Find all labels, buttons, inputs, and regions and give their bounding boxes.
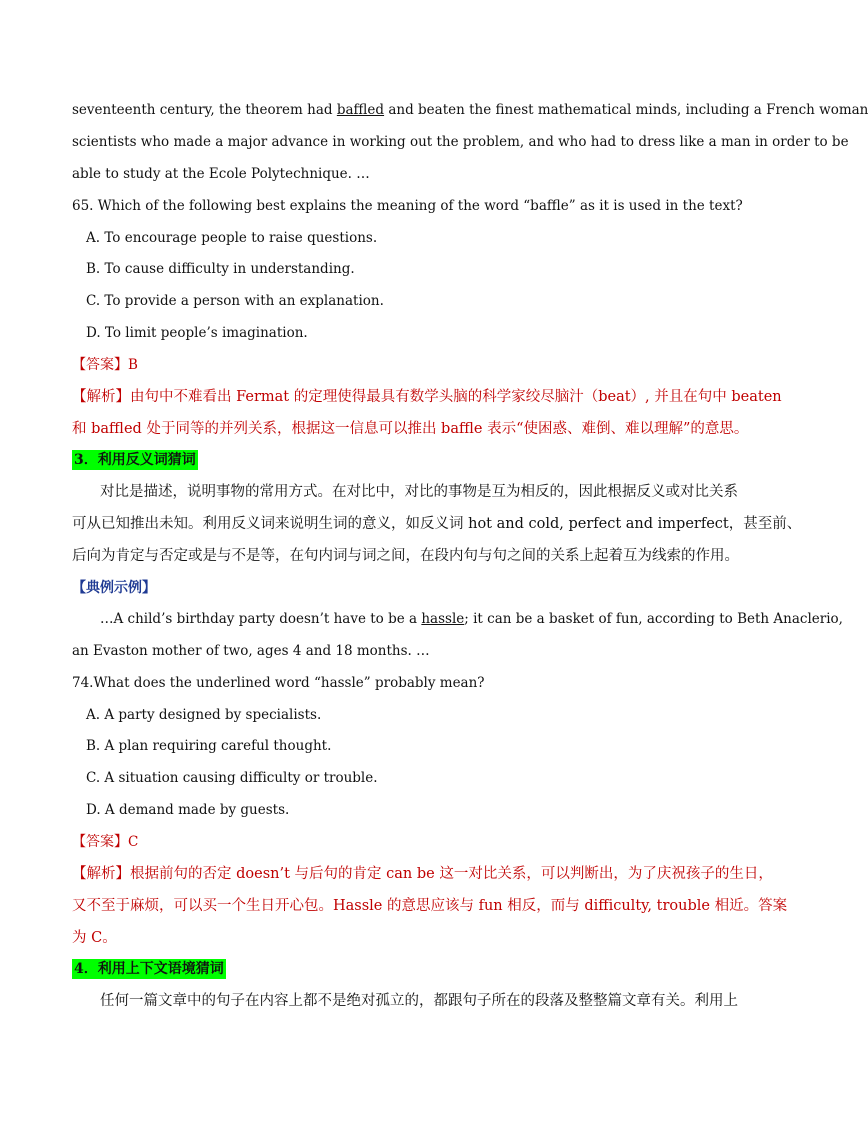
section3-heading-row bbox=[72, 450, 724, 470]
analysis-label: 【解析】 bbox=[72, 389, 130, 405]
answer-label: 【答案】 bbox=[72, 834, 128, 850]
analysis-text: 由句中不难看出 Fermat 的定理使得最具有数学头脑的科学家绞尽脑汁（beat）, 并且在句中 beaten bbox=[130, 389, 782, 405]
section3-heading: 3．利用反义词猜词 bbox=[74, 452, 196, 468]
section3-para-line1: 对比是描述，说明事物的常用方式。在对比中，对比的事物是互为相反的，因此根据反义或对比关系 bbox=[100, 484, 738, 500]
passage1-text: seventeenth century, the theorem had bbox=[72, 102, 337, 118]
analysis-text: 根据前句的否定 doesn’t 与后句的肯定 can be 这一对比关系，可以判断出，为了庆祝孩子的生日， bbox=[130, 866, 773, 882]
q74-answer bbox=[72, 832, 724, 852]
section3-para-line2: 可从已知推出未知。利用反义词来说明生词的意义，如反义词 hot and cold, perfect and imperfect，甚至前、 bbox=[72, 516, 802, 532]
example-line1 bbox=[100, 609, 843, 629]
passage1-line1 bbox=[72, 100, 868, 120]
q74-option-c: C. A situation causing difficulty or trouble. bbox=[86, 770, 378, 786]
passage1-text: and beaten the finest mathematical minds, including a French woman bbox=[384, 102, 868, 118]
answer-value: B bbox=[128, 357, 138, 373]
section3-para-line3: 后向为肯定与否定或是与不是等，在句内词与词之间，在段内句与句之间的关系上起着互为线索的作用。 bbox=[72, 548, 739, 564]
q65-option-c: C. To provide a person with an explanation. bbox=[86, 293, 384, 309]
answer-label: 【答案】 bbox=[72, 357, 128, 373]
question-65: 65. Which of the following best explains the meaning of the word “baffle” as it is used in the text? bbox=[72, 198, 743, 214]
q74-option-d: D. A demand made by guests. bbox=[86, 802, 290, 818]
q74-analysis-line1 bbox=[72, 864, 773, 884]
underlined-word-hassle: hassle bbox=[421, 611, 465, 627]
q65-analysis-line2: 和 baffled 处于同等的并列关系，根据这一信息可以推出 baffle 表示“使困惑、难倒、难以理解”的意思。 bbox=[72, 421, 749, 437]
underlined-word-baffled: baffled bbox=[336, 102, 385, 118]
passage1-line3: able to study at the Ecole Polytechnique. … bbox=[72, 166, 370, 182]
q74-analysis-line3: 为 C。 bbox=[72, 930, 117, 946]
example-text: …A child’s birthday party doesn’t have to be a bbox=[100, 611, 422, 627]
example-text: ; it can be a basket of fun, according to Beth Anaclerio, bbox=[464, 611, 843, 627]
q65-option-a: A. To encourage people to raise questions. bbox=[86, 230, 378, 246]
example-label: 【典例示例】 bbox=[72, 580, 156, 596]
q65-answer bbox=[72, 355, 724, 375]
example-line2: an Evaston mother of two, ages 4 and 18 months. … bbox=[72, 643, 430, 659]
passage1-line2: scientists who made a major advance in working out the problem, and who had to dress like a man in order to be bbox=[72, 134, 849, 150]
q65-option-d: D. To limit people’s imagination. bbox=[86, 325, 308, 341]
q74-analysis-line2: 又不至于麻烦，可以买一个生日开心包。Hassle 的意思应该与 fun 相反，而与 difficulty, trouble 相近。答案 bbox=[72, 898, 788, 914]
section4-heading: 4．利用上下文语境猜词 bbox=[74, 961, 224, 977]
q74-option-a: A. A party designed by specialists. bbox=[86, 707, 322, 723]
q65-analysis-line1 bbox=[72, 387, 782, 407]
section4-heading-row bbox=[72, 959, 724, 979]
q74-option-b: B. A plan requiring careful thought. bbox=[86, 738, 332, 754]
example-label-row bbox=[72, 578, 724, 598]
q65-option-b: B. To cause difficulty in understanding. bbox=[86, 261, 355, 277]
answer-value: C bbox=[128, 834, 139, 850]
analysis-label: 【解析】 bbox=[72, 866, 130, 882]
question-74: 74.What does the underlined word “hassle” probably mean? bbox=[72, 675, 485, 691]
section4-para-line1: 任何一篇文章中的句子在内容上都不是绝对孤立的，都跟句子所在的段落及整整篇文章有关。利用上 bbox=[100, 993, 738, 1009]
